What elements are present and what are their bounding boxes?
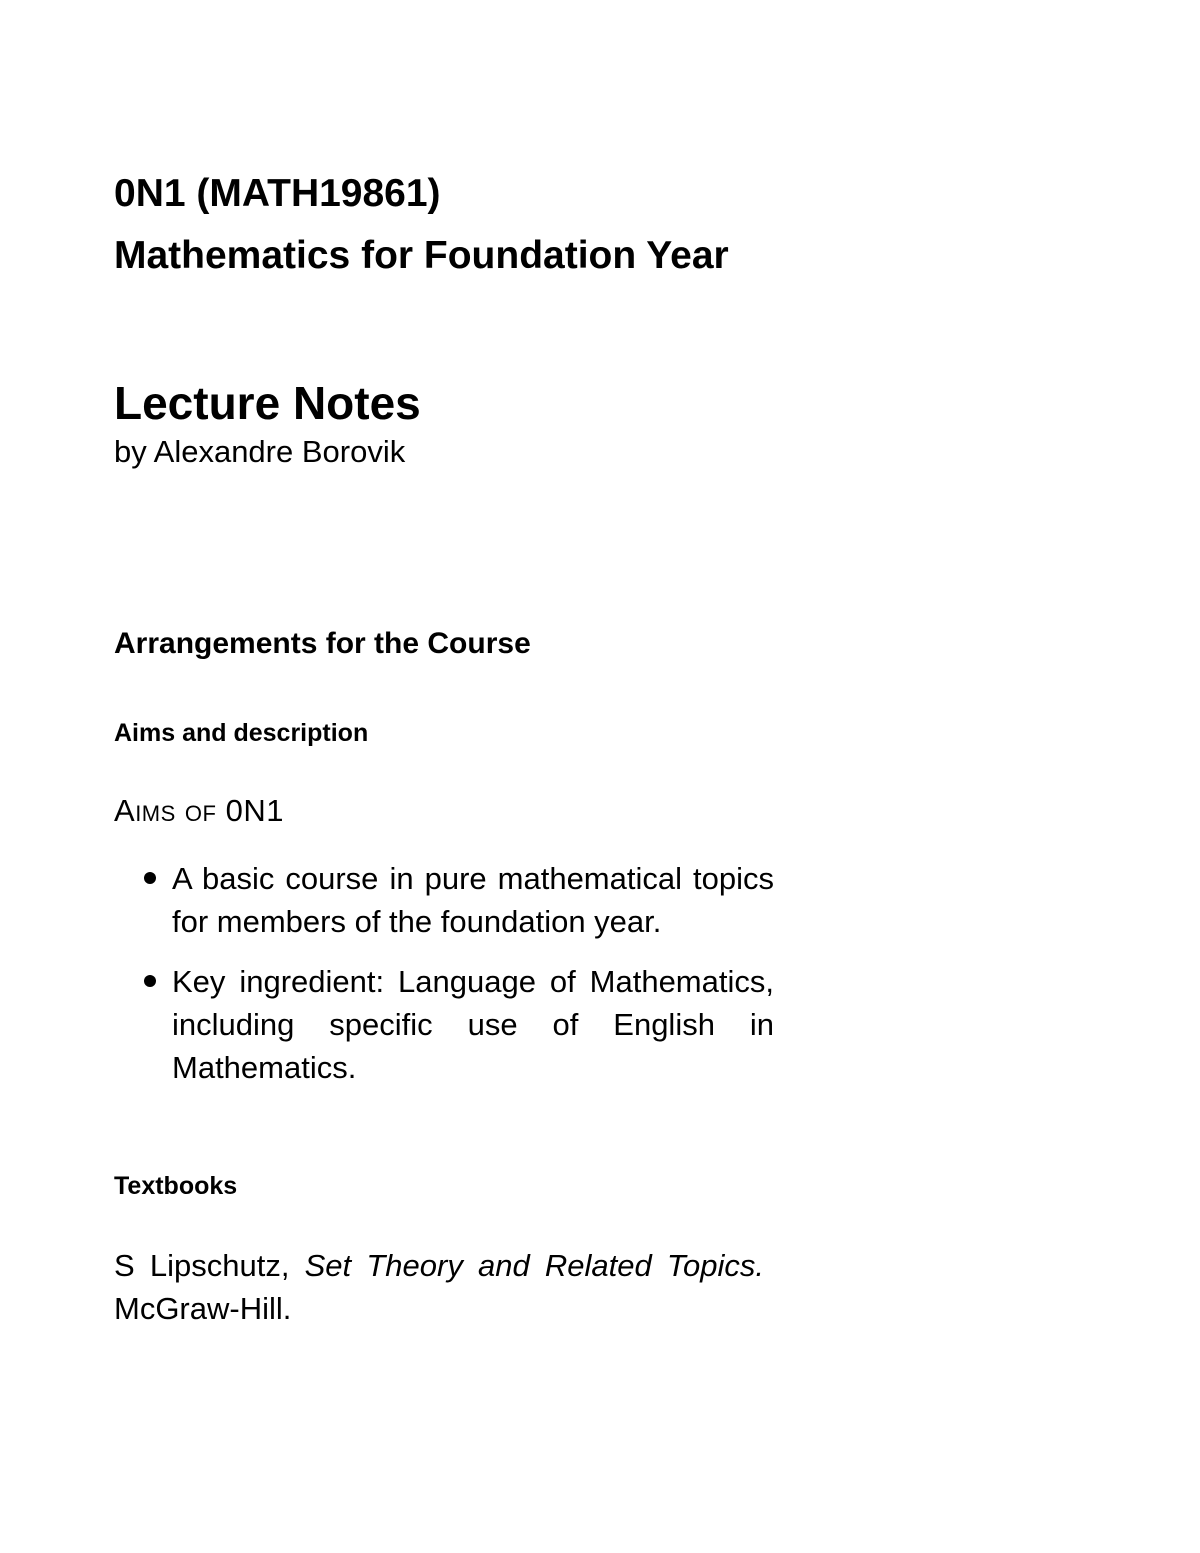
aims-label-rest: ims of: [135, 793, 217, 828]
list-item-text: Key ingredient: Language of Mathematics, including specific use of English in Mathematics.: [172, 964, 774, 1085]
aims-label: [114, 792, 284, 830]
course-title: Mathematics for Foundation Year: [114, 234, 729, 277]
document-author: by Alexandre Borovik: [114, 434, 406, 469]
bullet-icon: [144, 975, 156, 987]
aims-bullet-list: [114, 857, 774, 1106]
course-code: 0N1 (MATH19861): [114, 172, 441, 215]
list-item: [114, 960, 774, 1089]
reference-title: Set Theory and Related Topics.: [304, 1248, 765, 1283]
aims-label-code: 0N1: [216, 793, 284, 828]
reference-author: S Lipschutz,: [114, 1248, 305, 1283]
subheading-aims-description: Aims and description: [114, 719, 369, 747]
list-item: [114, 857, 774, 943]
document-title: Lecture Notes: [114, 377, 421, 429]
aims-label-first: A: [114, 793, 136, 828]
textbook-reference: [114, 1244, 764, 1330]
list-item-text: A basic course in pure mathematical topics for members of the foundation year.: [172, 861, 774, 939]
subheading-textbooks: Textbooks: [114, 1172, 238, 1200]
bullet-icon: [144, 872, 156, 884]
reference-publisher: McGraw-Hill.: [114, 1291, 292, 1326]
section-heading-arrangements: Arrangements for the Course: [114, 627, 531, 660]
